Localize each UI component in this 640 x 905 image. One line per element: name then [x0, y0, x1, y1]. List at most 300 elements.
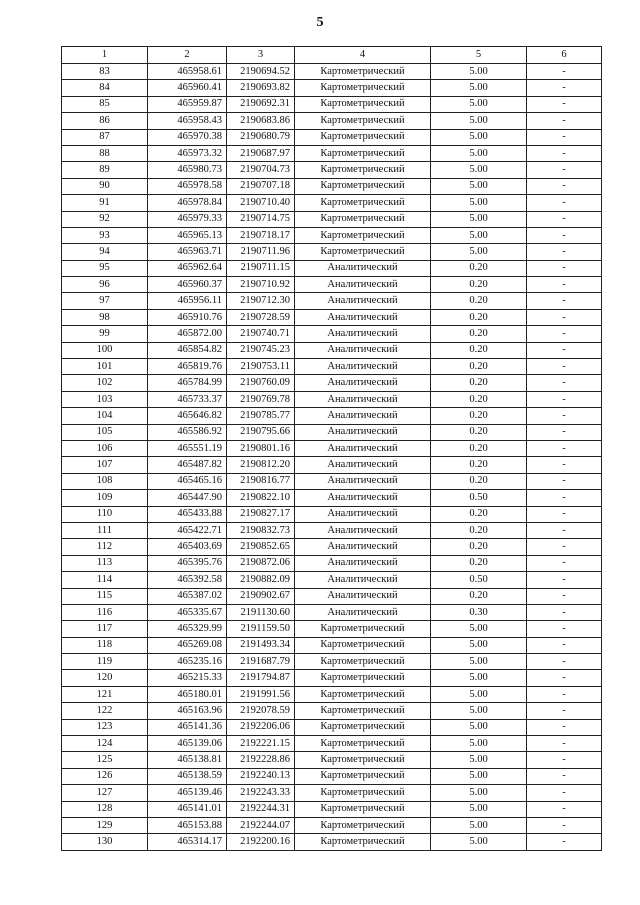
x-coordinate-cell: 465314.17 — [148, 834, 227, 850]
point-number-cell: 101 — [62, 359, 148, 375]
y-coordinate-cell: 2190718.17 — [227, 227, 295, 243]
note-cell: - — [527, 178, 602, 194]
note-cell: - — [527, 424, 602, 440]
point-number-cell: 95 — [62, 260, 148, 276]
point-number-cell: 118 — [62, 637, 148, 653]
coordinates-table — [61, 46, 602, 851]
accuracy-cell: 5.00 — [431, 64, 527, 80]
method-cell: Аналитический — [295, 391, 431, 407]
note-cell: - — [527, 817, 602, 833]
table-row — [62, 260, 602, 276]
accuracy-cell: 0.20 — [431, 326, 527, 342]
note-cell: - — [527, 195, 602, 211]
x-coordinate-cell: 465235.16 — [148, 654, 227, 670]
table-row — [62, 113, 602, 129]
note-cell: - — [527, 785, 602, 801]
method-cell: Картометрический — [295, 834, 431, 850]
point-number-cell: 128 — [62, 801, 148, 817]
point-number-cell: 104 — [62, 408, 148, 424]
method-cell: Аналитический — [295, 309, 431, 325]
method-cell: Картометрический — [295, 768, 431, 784]
y-coordinate-cell: 2190822.10 — [227, 490, 295, 506]
method-cell: Картометрический — [295, 211, 431, 227]
x-coordinate-cell: 465819.76 — [148, 359, 227, 375]
point-number-cell: 107 — [62, 457, 148, 473]
table-row — [62, 195, 602, 211]
table-row — [62, 473, 602, 489]
x-coordinate-cell: 465395.76 — [148, 555, 227, 571]
point-number-cell: 98 — [62, 309, 148, 325]
method-cell: Картометрический — [295, 96, 431, 112]
x-coordinate-cell: 465215.33 — [148, 670, 227, 686]
point-number-cell: 112 — [62, 539, 148, 555]
note-cell: - — [527, 162, 602, 178]
note-cell: - — [527, 539, 602, 555]
note-cell: - — [527, 391, 602, 407]
point-number-cell: 114 — [62, 572, 148, 588]
table-row — [62, 621, 602, 637]
method-cell: Картометрический — [295, 817, 431, 833]
y-coordinate-cell: 2190728.59 — [227, 309, 295, 325]
accuracy-cell: 5.00 — [431, 801, 527, 817]
table-row — [62, 752, 602, 768]
x-coordinate-cell: 465962.64 — [148, 260, 227, 276]
x-coordinate-cell: 465551.19 — [148, 440, 227, 456]
x-coordinate-cell: 465958.43 — [148, 113, 227, 129]
y-coordinate-cell: 2190693.82 — [227, 80, 295, 96]
note-cell: - — [527, 342, 602, 358]
note-cell: - — [527, 670, 602, 686]
column-header: 4 — [295, 47, 431, 64]
y-coordinate-cell: 2192078.59 — [227, 703, 295, 719]
x-coordinate-cell: 465784.99 — [148, 375, 227, 391]
point-number-cell: 106 — [62, 440, 148, 456]
accuracy-cell: 0.20 — [431, 440, 527, 456]
method-cell: Картометрический — [295, 703, 431, 719]
x-coordinate-cell: 465433.88 — [148, 506, 227, 522]
note-cell: - — [527, 522, 602, 538]
accuracy-cell: 0.20 — [431, 457, 527, 473]
accuracy-cell: 5.00 — [431, 129, 527, 145]
y-coordinate-cell: 2190712.30 — [227, 293, 295, 309]
y-coordinate-cell: 2190902.67 — [227, 588, 295, 604]
x-coordinate-cell: 465447.90 — [148, 490, 227, 506]
x-coordinate-cell: 465139.06 — [148, 736, 227, 752]
y-coordinate-cell: 2191687.79 — [227, 654, 295, 670]
accuracy-cell: 5.00 — [431, 670, 527, 686]
y-coordinate-cell: 2190714.75 — [227, 211, 295, 227]
x-coordinate-cell: 465141.36 — [148, 719, 227, 735]
method-cell: Аналитический — [295, 440, 431, 456]
table-row — [62, 391, 602, 407]
y-coordinate-cell: 2190795.66 — [227, 424, 295, 440]
method-cell: Картометрический — [295, 719, 431, 735]
accuracy-cell: 5.00 — [431, 654, 527, 670]
accuracy-cell: 5.00 — [431, 621, 527, 637]
method-cell: Картометрический — [295, 785, 431, 801]
table-row — [62, 555, 602, 571]
column-header: 5 — [431, 47, 527, 64]
point-number-cell: 111 — [62, 522, 148, 538]
method-cell: Аналитический — [295, 490, 431, 506]
table-row — [62, 408, 602, 424]
point-number-cell: 124 — [62, 736, 148, 752]
y-coordinate-cell: 2190753.11 — [227, 359, 295, 375]
point-number-cell: 123 — [62, 719, 148, 735]
x-coordinate-cell: 465960.37 — [148, 277, 227, 293]
note-cell: - — [527, 375, 602, 391]
point-number-cell: 89 — [62, 162, 148, 178]
table-row — [62, 96, 602, 112]
method-cell: Аналитический — [295, 457, 431, 473]
point-number-cell: 99 — [62, 326, 148, 342]
accuracy-cell: 0.20 — [431, 555, 527, 571]
accuracy-cell: 0.20 — [431, 359, 527, 375]
accuracy-cell: 0.20 — [431, 539, 527, 555]
note-cell: - — [527, 145, 602, 161]
x-coordinate-cell: 465979.33 — [148, 211, 227, 227]
method-cell: Картометрический — [295, 129, 431, 145]
note-cell: - — [527, 801, 602, 817]
y-coordinate-cell: 2190711.15 — [227, 260, 295, 276]
accuracy-cell: 0.20 — [431, 408, 527, 424]
note-cell: - — [527, 572, 602, 588]
method-cell: Аналитический — [295, 539, 431, 555]
note-cell: - — [527, 309, 602, 325]
point-number-cell: 129 — [62, 817, 148, 833]
accuracy-cell: 5.00 — [431, 703, 527, 719]
y-coordinate-cell: 2192240.13 — [227, 768, 295, 784]
accuracy-cell: 5.00 — [431, 768, 527, 784]
y-coordinate-cell: 2190769.78 — [227, 391, 295, 407]
point-number-cell: 96 — [62, 277, 148, 293]
y-coordinate-cell: 2190704.73 — [227, 162, 295, 178]
method-cell: Картометрический — [295, 686, 431, 702]
y-coordinate-cell: 2191493.34 — [227, 637, 295, 653]
method-cell: Картометрический — [295, 736, 431, 752]
note-cell: - — [527, 227, 602, 243]
table-row — [62, 719, 602, 735]
accuracy-cell: 5.00 — [431, 178, 527, 194]
table-row — [62, 326, 602, 342]
accuracy-cell: 0.50 — [431, 572, 527, 588]
note-cell: - — [527, 654, 602, 670]
point-number-cell: 94 — [62, 244, 148, 260]
x-coordinate-cell: 465978.84 — [148, 195, 227, 211]
method-cell: Картометрический — [295, 162, 431, 178]
method-cell: Картометрический — [295, 178, 431, 194]
note-cell: - — [527, 326, 602, 342]
point-number-cell: 119 — [62, 654, 148, 670]
x-coordinate-cell: 465646.82 — [148, 408, 227, 424]
y-coordinate-cell: 2191794.87 — [227, 670, 295, 686]
note-cell: - — [527, 736, 602, 752]
accuracy-cell: 5.00 — [431, 817, 527, 833]
x-coordinate-cell: 465139.46 — [148, 785, 227, 801]
table-row — [62, 64, 602, 80]
method-cell: Картометрический — [295, 80, 431, 96]
table-header-row — [62, 47, 602, 64]
accuracy-cell: 0.30 — [431, 604, 527, 620]
point-number-cell: 87 — [62, 129, 148, 145]
accuracy-cell: 5.00 — [431, 244, 527, 260]
note-cell: - — [527, 244, 602, 260]
y-coordinate-cell: 2192243.33 — [227, 785, 295, 801]
method-cell: Аналитический — [295, 342, 431, 358]
x-coordinate-cell: 465138.59 — [148, 768, 227, 784]
note-cell: - — [527, 440, 602, 456]
y-coordinate-cell: 2190882.09 — [227, 572, 295, 588]
method-cell: Аналитический — [295, 326, 431, 342]
column-header: 6 — [527, 47, 602, 64]
table-row — [62, 457, 602, 473]
note-cell: - — [527, 260, 602, 276]
x-coordinate-cell: 465963.71 — [148, 244, 227, 260]
y-coordinate-cell: 2190711.96 — [227, 244, 295, 260]
accuracy-cell: 5.00 — [431, 834, 527, 850]
method-cell: Аналитический — [295, 277, 431, 293]
point-number-cell: 117 — [62, 621, 148, 637]
note-cell: - — [527, 719, 602, 735]
y-coordinate-cell: 2192200.16 — [227, 834, 295, 850]
y-coordinate-cell: 2192228.86 — [227, 752, 295, 768]
accuracy-cell: 0.20 — [431, 506, 527, 522]
x-coordinate-cell: 465465.16 — [148, 473, 227, 489]
point-number-cell: 97 — [62, 293, 148, 309]
table-row — [62, 178, 602, 194]
x-coordinate-cell: 465392.58 — [148, 572, 227, 588]
x-coordinate-cell: 465872.00 — [148, 326, 227, 342]
table-row — [62, 342, 602, 358]
y-coordinate-cell: 2192206.06 — [227, 719, 295, 735]
accuracy-cell: 0.20 — [431, 424, 527, 440]
method-cell: Аналитический — [295, 473, 431, 489]
note-cell: - — [527, 555, 602, 571]
accuracy-cell: 5.00 — [431, 162, 527, 178]
note-cell: - — [527, 211, 602, 227]
point-number-cell: 83 — [62, 64, 148, 80]
method-cell: Картометрический — [295, 752, 431, 768]
point-number-cell: 84 — [62, 80, 148, 96]
note-cell: - — [527, 588, 602, 604]
table-row — [62, 522, 602, 538]
y-coordinate-cell: 2190760.09 — [227, 375, 295, 391]
method-cell: Картометрический — [295, 637, 431, 653]
note-cell: - — [527, 359, 602, 375]
point-number-cell: 122 — [62, 703, 148, 719]
table-row — [62, 834, 602, 850]
method-cell: Картометрический — [295, 670, 431, 686]
point-number-cell: 86 — [62, 113, 148, 129]
accuracy-cell: 0.20 — [431, 473, 527, 489]
x-coordinate-cell: 465978.58 — [148, 178, 227, 194]
point-number-cell: 115 — [62, 588, 148, 604]
y-coordinate-cell: 2190740.71 — [227, 326, 295, 342]
y-coordinate-cell: 2191991.56 — [227, 686, 295, 702]
column-header: 3 — [227, 47, 295, 64]
x-coordinate-cell: 465153.88 — [148, 817, 227, 833]
point-number-cell: 91 — [62, 195, 148, 211]
table-row — [62, 293, 602, 309]
x-coordinate-cell: 465335.67 — [148, 604, 227, 620]
table-row — [62, 162, 602, 178]
note-cell: - — [527, 686, 602, 702]
method-cell: Картометрический — [295, 654, 431, 670]
method-cell: Картометрический — [295, 145, 431, 161]
y-coordinate-cell: 2190801.16 — [227, 440, 295, 456]
note-cell: - — [527, 506, 602, 522]
accuracy-cell: 5.00 — [431, 96, 527, 112]
y-coordinate-cell: 2191130.60 — [227, 604, 295, 620]
note-cell: - — [527, 457, 602, 473]
table-row — [62, 736, 602, 752]
note-cell: - — [527, 637, 602, 653]
point-number-cell: 126 — [62, 768, 148, 784]
table-row — [62, 359, 602, 375]
point-number-cell: 130 — [62, 834, 148, 850]
column-header: 1 — [62, 47, 148, 64]
y-coordinate-cell: 2191159.50 — [227, 621, 295, 637]
note-cell: - — [527, 113, 602, 129]
point-number-cell: 88 — [62, 145, 148, 161]
point-number-cell: 103 — [62, 391, 148, 407]
table-row — [62, 277, 602, 293]
accuracy-cell: 5.00 — [431, 637, 527, 653]
method-cell: Картометрический — [295, 195, 431, 211]
accuracy-cell: 5.00 — [431, 752, 527, 768]
method-cell: Аналитический — [295, 555, 431, 571]
x-coordinate-cell: 465958.61 — [148, 64, 227, 80]
method-cell: Аналитический — [295, 604, 431, 620]
x-coordinate-cell: 465329.99 — [148, 621, 227, 637]
point-number-cell: 116 — [62, 604, 148, 620]
note-cell: - — [527, 277, 602, 293]
y-coordinate-cell: 2192244.07 — [227, 817, 295, 833]
method-cell: Аналитический — [295, 506, 431, 522]
table-row — [62, 440, 602, 456]
x-coordinate-cell: 465138.81 — [148, 752, 227, 768]
method-cell: Аналитический — [295, 522, 431, 538]
table-row — [62, 309, 602, 325]
method-cell: Аналитический — [295, 408, 431, 424]
y-coordinate-cell: 2192244.31 — [227, 801, 295, 817]
note-cell: - — [527, 834, 602, 850]
table-row — [62, 490, 602, 506]
y-coordinate-cell: 2190687.97 — [227, 145, 295, 161]
point-number-cell: 93 — [62, 227, 148, 243]
x-coordinate-cell: 465854.82 — [148, 342, 227, 358]
x-coordinate-cell: 465910.76 — [148, 309, 227, 325]
table-row — [62, 375, 602, 391]
method-cell: Аналитический — [295, 588, 431, 604]
table-row — [62, 424, 602, 440]
y-coordinate-cell: 2190827.17 — [227, 506, 295, 522]
method-cell: Картометрический — [295, 244, 431, 260]
page-number: 5 — [316, 15, 324, 30]
y-coordinate-cell: 2190872.06 — [227, 555, 295, 571]
x-coordinate-cell: 465960.41 — [148, 80, 227, 96]
table-row — [62, 637, 602, 653]
table-row — [62, 604, 602, 620]
y-coordinate-cell: 2190745.23 — [227, 342, 295, 358]
accuracy-cell: 5.00 — [431, 227, 527, 243]
y-coordinate-cell: 2190694.52 — [227, 64, 295, 80]
x-coordinate-cell: 465959.87 — [148, 96, 227, 112]
note-cell: - — [527, 703, 602, 719]
method-cell: Аналитический — [295, 375, 431, 391]
note-cell: - — [527, 490, 602, 506]
x-coordinate-cell: 465586.92 — [148, 424, 227, 440]
accuracy-cell: 0.20 — [431, 309, 527, 325]
y-coordinate-cell: 2190707.18 — [227, 178, 295, 194]
point-number-cell: 105 — [62, 424, 148, 440]
accuracy-cell: 5.00 — [431, 113, 527, 129]
y-coordinate-cell: 2192221.15 — [227, 736, 295, 752]
accuracy-cell: 5.00 — [431, 80, 527, 96]
table-row — [62, 588, 602, 604]
y-coordinate-cell: 2190680.79 — [227, 129, 295, 145]
point-number-cell: 121 — [62, 686, 148, 702]
note-cell: - — [527, 621, 602, 637]
accuracy-cell: 5.00 — [431, 686, 527, 702]
point-number-cell: 127 — [62, 785, 148, 801]
x-coordinate-cell: 465387.02 — [148, 588, 227, 604]
accuracy-cell: 5.00 — [431, 211, 527, 227]
accuracy-cell: 0.20 — [431, 588, 527, 604]
point-number-cell: 108 — [62, 473, 148, 489]
note-cell: - — [527, 408, 602, 424]
point-number-cell: 100 — [62, 342, 148, 358]
x-coordinate-cell: 465269.08 — [148, 637, 227, 653]
x-coordinate-cell: 465487.82 — [148, 457, 227, 473]
method-cell: Картометрический — [295, 801, 431, 817]
accuracy-cell: 0.20 — [431, 293, 527, 309]
accuracy-cell: 5.00 — [431, 736, 527, 752]
method-cell: Картометрический — [295, 227, 431, 243]
accuracy-cell: 0.20 — [431, 391, 527, 407]
table-row — [62, 572, 602, 588]
table-row — [62, 145, 602, 161]
table-row — [62, 785, 602, 801]
x-coordinate-cell: 465733.37 — [148, 391, 227, 407]
method-cell: Картометрический — [295, 113, 431, 129]
point-number-cell: 102 — [62, 375, 148, 391]
table-row — [62, 129, 602, 145]
note-cell: - — [527, 604, 602, 620]
y-coordinate-cell: 2190852.65 — [227, 539, 295, 555]
x-coordinate-cell: 465970.38 — [148, 129, 227, 145]
column-header: 2 — [148, 47, 227, 64]
note-cell: - — [527, 80, 602, 96]
note-cell: - — [527, 129, 602, 145]
x-coordinate-cell: 465403.69 — [148, 539, 227, 555]
accuracy-cell: 0.20 — [431, 522, 527, 538]
table-row — [62, 768, 602, 784]
accuracy-cell: 0.20 — [431, 260, 527, 276]
table-row — [62, 686, 602, 702]
point-number-cell: 125 — [62, 752, 148, 768]
table-row — [62, 506, 602, 522]
method-cell: Аналитический — [295, 260, 431, 276]
point-number-cell: 109 — [62, 490, 148, 506]
point-number-cell: 120 — [62, 670, 148, 686]
y-coordinate-cell: 2190816.77 — [227, 473, 295, 489]
note-cell: - — [527, 473, 602, 489]
point-number-cell: 92 — [62, 211, 148, 227]
note-cell: - — [527, 64, 602, 80]
accuracy-cell: 5.00 — [431, 145, 527, 161]
table-row — [62, 80, 602, 96]
